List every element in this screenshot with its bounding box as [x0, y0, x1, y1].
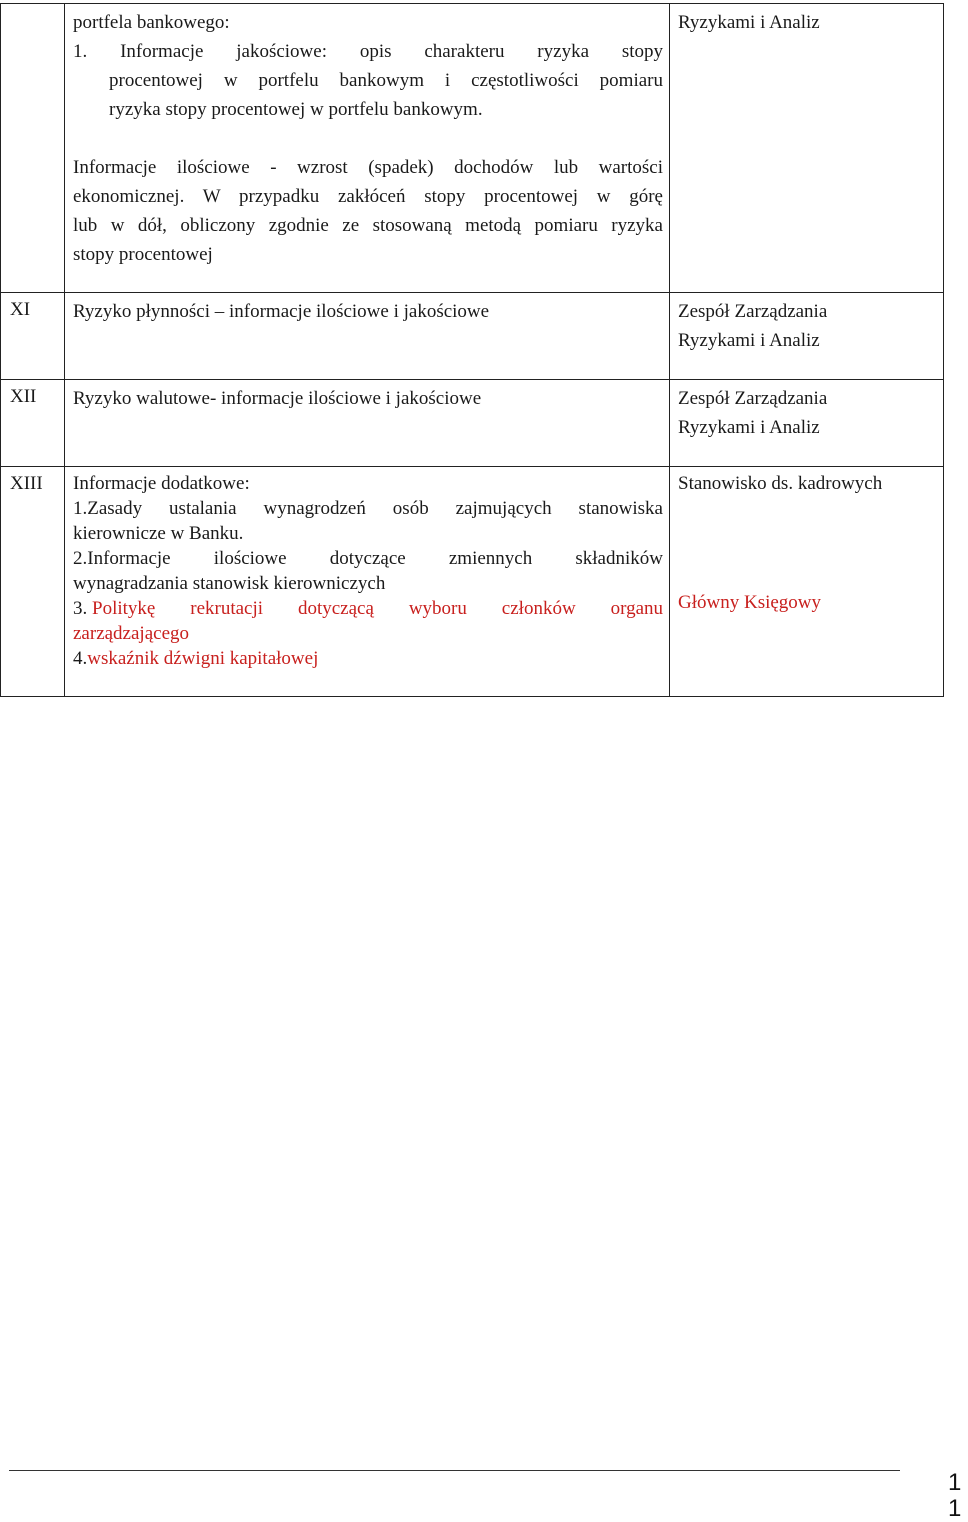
list-item-line: kierownicze w Banku.: [73, 523, 244, 544]
table-row: [1, 4, 944, 293]
table-row: [1, 467, 944, 697]
list-item-line: 2.Informacje ilościowe dotyczące zmiennych składników: [73, 548, 663, 569]
responsible-unit: Stanowisko ds. kadrowych: [678, 473, 883, 494]
section-heading: Informacje dodatkowe:: [73, 473, 250, 494]
list-item-prefix: 3.: [73, 598, 92, 619]
table-row: [1, 293, 944, 380]
description-cell: [65, 4, 670, 293]
description-cell: [65, 293, 670, 380]
description-line: stopy procentowej: [73, 244, 213, 265]
responsible-cell: [670, 380, 944, 467]
responsible-unit-line: Zespół Zarządzania: [678, 301, 828, 322]
description-line: Ryzyko walutowe- informacje ilościowe i jakościowe: [73, 388, 482, 409]
description-line: ryzyka stopy procentowej w portfelu bankowym.: [109, 99, 483, 120]
responsible-cell: [670, 4, 944, 293]
footer-divider: [9, 1470, 900, 1471]
description-line: Informacje ilościowe - wzrost (spadek) dochodów lub wartości: [73, 157, 663, 178]
highlighted-text: zarządzającego: [73, 623, 190, 644]
row-number-cell: [1, 467, 65, 697]
list-item-line: [73, 596, 663, 621]
description-cell: [65, 380, 670, 467]
page-number-digit: 1: [948, 1495, 962, 1522]
responsible-unit-line: Ryzykami i Analiz: [678, 417, 820, 438]
row-number: XII: [10, 386, 37, 407]
responsible-cell: [670, 293, 944, 380]
list-item-prefix: 4.: [73, 648, 88, 669]
description-cell: [65, 467, 670, 697]
responsible-unit-line: Ryzykami i Analiz: [678, 330, 820, 351]
responsible-unit-highlighted: Główny Księgowy: [678, 592, 822, 613]
responsible-unit: Ryzykami i Analiz: [678, 12, 820, 33]
description-line: ekonomicznej. W przypadku zakłóceń stopy procentowej w górę: [73, 186, 663, 207]
list-item-line: [73, 646, 663, 671]
row-number-cell: [1, 293, 65, 380]
highlighted-text: Politykę rekrutacji dotyczącą wyboru członków organu: [92, 598, 663, 619]
row-number: XI: [10, 299, 31, 320]
disclosure-table: [0, 3, 944, 697]
row-number-cell: [1, 4, 65, 293]
page-number-digit: 1: [948, 1469, 962, 1496]
description-line: Ryzyko płynności – informacje ilościowe i jakościowe: [73, 301, 490, 322]
row-number: XIII: [10, 473, 43, 494]
row-number-cell: [1, 380, 65, 467]
table-row: [1, 380, 944, 467]
highlighted-text: wskaźnik dźwigni kapitałowej: [87, 648, 319, 669]
responsible-cell: [670, 467, 944, 697]
page-number: [948, 1470, 968, 1522]
description-line: portfela bankowego:: [73, 12, 230, 33]
list-item-line: wynagradzania stanowisk kierowniczych: [73, 573, 386, 594]
description-line: procentowej w portfelu bankowym i częstotliwości pomiaru: [109, 70, 663, 91]
row-number: [1, 4, 64, 8]
description-line: 1. Informacje jakościowe: opis charakteru ryzyka stopy: [73, 41, 663, 62]
description-line: lub w dół, obliczony zgodnie ze stosowaną metodą pomiaru ryzyka: [73, 215, 663, 236]
responsible-unit-line: Zespół Zarządzania: [678, 388, 828, 409]
list-item-line: 1.Zasady ustalania wynagrodzeń osób zajmujących stanowiska: [73, 498, 663, 519]
